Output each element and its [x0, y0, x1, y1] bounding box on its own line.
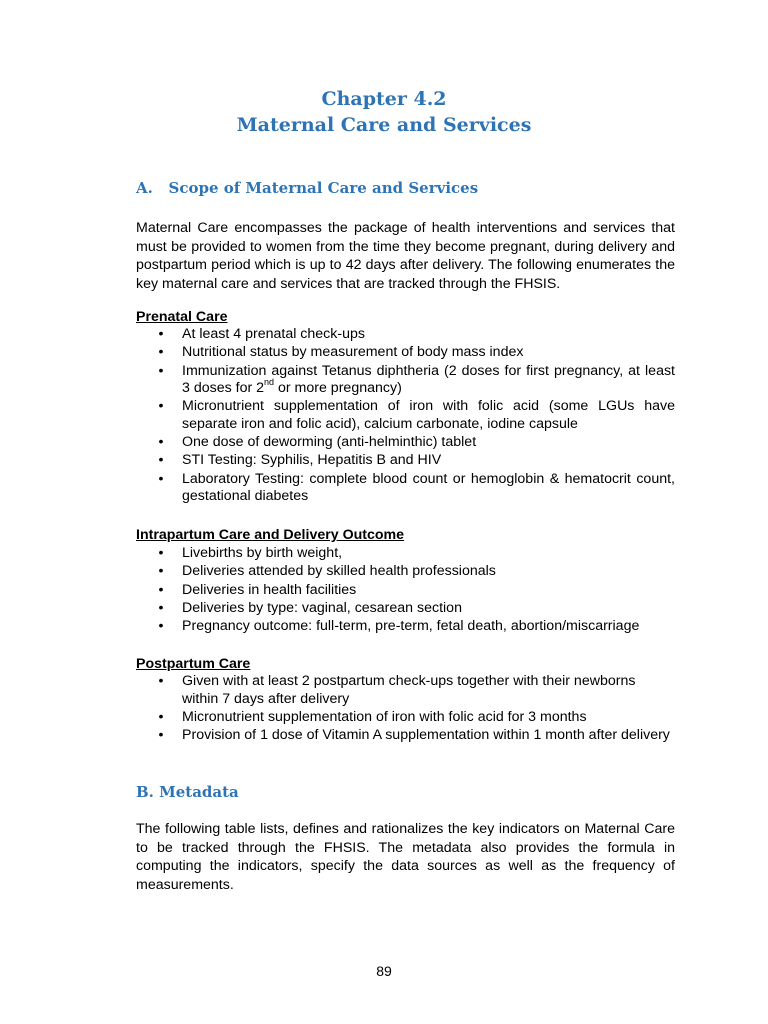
- list-item: • Livebirths by birth weight,: [156, 545, 675, 563]
- page-number: 89: [376, 963, 392, 979]
- list-item: • Provision of 1 dose of Vitamin A supplementation within 1 month after delivery: [156, 727, 675, 745]
- list-item: • Given with at least 2 postpartum check-ups together with their newborns within 7 days after delivery: [156, 673, 675, 708]
- postpartum-care-list: [156, 673, 675, 745]
- list-item: • Laboratory Testing: complete blood count or hemoglobin & hematocrit count, gestational diabetes: [156, 471, 675, 506]
- bullet-icon: •: [158, 673, 164, 689]
- bullet-icon: •: [158, 434, 164, 451]
- list-item: • Pregnancy outcome: full-term, pre-term, fetal death, abortion/miscarriage: [156, 618, 675, 636]
- bullet-icon: •: [158, 362, 164, 379]
- prenatal-care-list: [156, 326, 675, 507]
- list-item: • Deliveries attended by skilled health professionals: [156, 563, 675, 581]
- postpartum-care-heading: Postpartum Care: [136, 656, 251, 672]
- section-a-paragraph: Maternal Care encompasses the package of health interventions and services that must be provided to women from the time they become pregnant, during delivery and postpartum period which is up to 42 days after delivery. The following enumerates the key maternal care and services that are tracked through the FHSIS.: [136, 220, 675, 292]
- superscript: nd: [264, 377, 275, 388]
- intrapartum-care-heading: Intrapartum Care and Delivery Outcome: [136, 527, 405, 543]
- list-item: • Nutritional status by measurement of body mass index: [156, 344, 675, 362]
- bullet-icon: •: [158, 326, 164, 342]
- bullet-icon: •: [158, 563, 164, 580]
- bullet-icon: •: [158, 708, 164, 725]
- section-b-heading: B. Metadata: [136, 783, 239, 801]
- list-item: • One dose of deworming (anti-helminthic) tablet: [156, 434, 675, 452]
- intrapartum-care-list: [156, 545, 675, 636]
- bullet-icon: •: [158, 618, 164, 635]
- bullet-icon: •: [158, 452, 164, 469]
- section-a-heading: A. Scope of Maternal Care and Services: [136, 179, 479, 197]
- list-item: • At least 4 prenatal check-ups: [156, 326, 675, 344]
- prenatal-care-heading: Prenatal Care: [136, 309, 228, 325]
- list-item: • Deliveries by type: vaginal, cesarean section: [156, 600, 675, 618]
- list-item: • Deliveries in health facilities: [156, 582, 675, 600]
- list-item: • STI Testing: Syphilis, Hepatitis B and HIV: [156, 452, 675, 470]
- section-b-paragraph: The following table lists, defines and rationalizes the key indicators on Maternal Care to be tracked through the FHSIS. The metadata also provides the formula in computing the indicators, specify the data sources as well as the frequency of measurements.: [136, 821, 675, 893]
- bullet-icon: •: [158, 470, 164, 487]
- bullet-icon: •: [158, 545, 164, 561]
- bullet-icon: •: [158, 344, 164, 361]
- list-item: • Immunization against Tetanus diphtheria (2 doses for first pregnancy, at least 3 doses for 2nd or more pregnancy): [156, 363, 675, 398]
- chapter-number: Chapter 4.2: [321, 88, 447, 110]
- chapter-title: Maternal Care and Services: [236, 114, 532, 136]
- list-item: • Micronutrient supplementation of iron with folic acid (some LGUs have separate iron and folic acid), calcium carbonate, iodine capsule: [156, 398, 675, 433]
- bullet-icon: •: [158, 727, 164, 744]
- bullet-icon: •: [158, 398, 164, 415]
- bullet-icon: •: [158, 581, 164, 598]
- bullet-icon: •: [158, 599, 164, 616]
- list-item: • Micronutrient supplementation of iron with folic acid for 3 months: [156, 709, 675, 727]
